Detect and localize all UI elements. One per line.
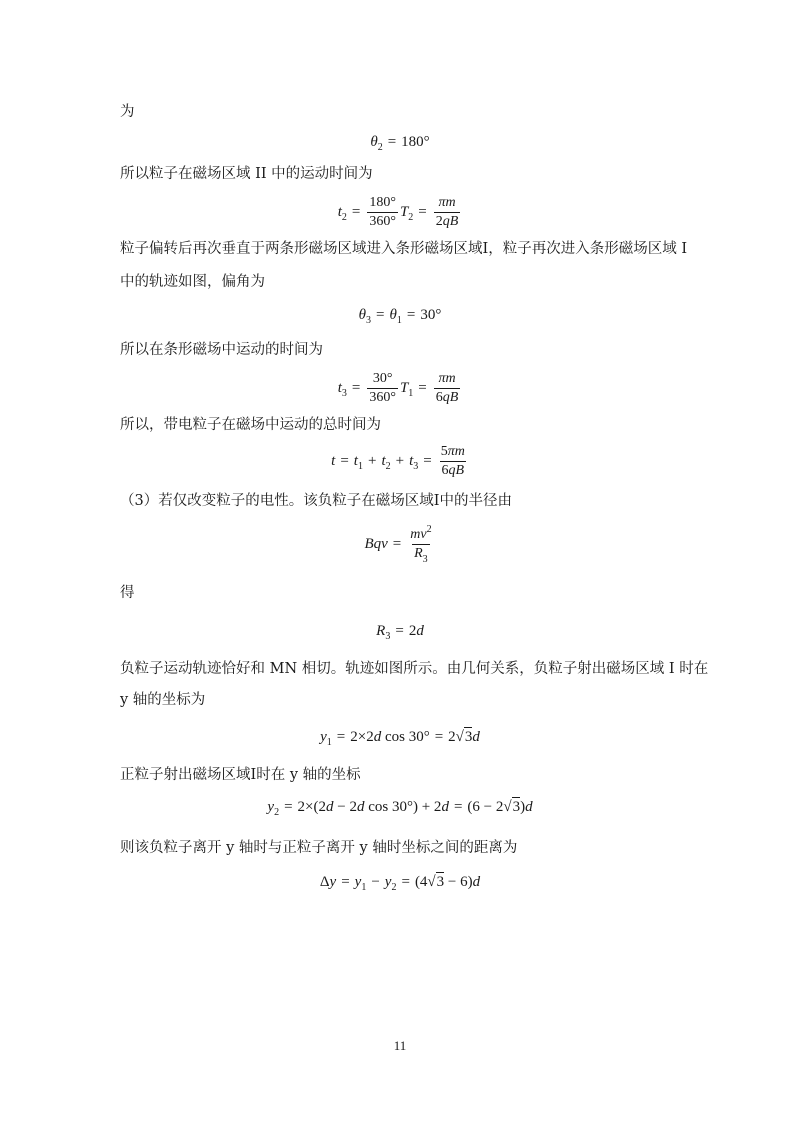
equation-r3: R 3 = 2d bbox=[376, 623, 424, 642]
equation-delta-y: Δy = y 1 − y 2 = (4√3 − 6)d bbox=[319, 874, 481, 893]
text-line-1: 为 bbox=[120, 104, 135, 120]
equation-total-time: t = t 1 + t 2 + t 3 = $\frac{5\pi m}{6qB}$ bbox=[331, 444, 465, 478]
text-line-2: 所以粒子在磁场区域 II 中的运动时间为 bbox=[120, 166, 373, 182]
text-line-6: 所以，带电粒子在磁场中运动的总时间为 bbox=[120, 417, 381, 433]
equation-t2: t 2 = $\frac{180^\circ}{360^\circ}$ T 2 = $\frac{\pi m}{2qB}$ bbox=[337, 195, 459, 229]
text-line-5: 所以在条形磁场中运动的时间为 bbox=[120, 342, 323, 358]
text-line-4: 中的轨迹如图，偏角为 bbox=[120, 274, 265, 290]
text-line-9: 负粒子运动轨迹恰好和 MN 相切。轨迹如图所示。由几何关系，负粒子射出磁场区域 I 时在 bbox=[120, 661, 709, 677]
equation-y2: y 2 = 2×(2d − 2d cos 30°) + 2d = (6 − 2√3)d bbox=[267, 799, 533, 818]
equation-theta2: θ 2 = 180° bbox=[370, 134, 430, 153]
text-line-7: （3）若仅改变粒子的电性。该负粒子在磁场区域I中的半径由 bbox=[120, 493, 512, 509]
page-number: 11 bbox=[393, 1038, 407, 1053]
text-line-12: 则该负粒子离开 y 轴时与正粒子离开 y 轴时坐标之间的距离为 bbox=[120, 840, 518, 856]
text-line-11: 正粒子射出磁场区域I时在 y 轴的坐标 bbox=[120, 767, 361, 783]
text-line-10: y 轴的坐标为 bbox=[120, 692, 206, 708]
equation-theta3: θ 3 = θ 1 = 30° bbox=[358, 307, 442, 326]
text-line-3: 粒子偏转后再次垂直于两条形磁场区域进入条形磁场区域I，粒子再次进入条形磁场区域 I bbox=[120, 241, 688, 257]
equation-y1: y 1 = 2×2d cos 30° = 2√3d bbox=[320, 729, 480, 748]
equation-t3: t 3 = $\frac{30^\circ}{360^\circ}$ T 1 = $\frac{\pi m}{6qB}$ bbox=[337, 371, 459, 405]
text-line-8: 得 bbox=[120, 585, 135, 601]
equation-bqv: Bqv = $\frac{mv^2}{R_3}$ bbox=[364, 524, 432, 565]
